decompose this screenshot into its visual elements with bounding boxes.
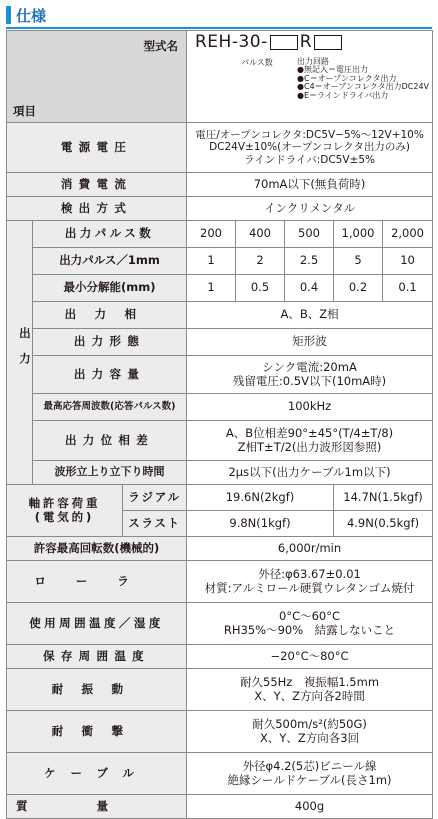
row-vibration [7,669,433,711]
label-per-mm: 出力パルス／1mm [33,248,187,275]
header-left [7,31,187,123]
row-storage [7,645,433,669]
row-pulses [7,221,433,248]
label-storage: 保存周囲温度 [7,645,187,669]
value-maxfreq: 100kHz [187,394,433,421]
value-rise: 2μs以下(出力ケーブル1m以下) [187,461,433,485]
row-current [7,173,433,197]
label-shaft [7,485,123,537]
resolution-cell: 0.1 [383,275,433,302]
pulses-cell: 1,000 [334,221,383,248]
label-capacity: 出力容量 [33,356,187,394]
label-rise: 波形立上り立下り時間 [33,461,187,485]
value-line: 耐久55Hz 複振幅1.5mm [240,675,380,690]
pulses-cell: 500 [285,221,334,248]
value-line: シンク電流:20mA [262,360,357,375]
label-waveform: 出力形態 [33,329,187,356]
heading-accent-bar [6,6,11,24]
item-label: 項目 [13,103,36,118]
section-title: 仕様 [16,6,47,25]
value-line: 電圧/オープンコレクタ:DC5V−5%〜12V+10% [195,129,424,142]
pulse-box [270,35,298,50]
output-note-line: ●C4＝オープンコレクタ出力DC24V [297,82,430,92]
value-maxrev: 6,000r/min [187,537,433,561]
row-power [7,123,433,173]
output-group-text: 出力 [17,327,32,378]
value-phasediff [187,421,433,461]
label-power: 電源電圧 [7,123,187,173]
row-rise [7,461,433,485]
value-roller [187,561,433,603]
row-mass [7,795,433,819]
per-mm-cell: 10 [383,248,433,275]
value-cable [187,753,433,795]
output-note [297,58,429,100]
value-radial-2: 14.7N(1.5kgf) [334,485,433,511]
value-line: X、Y、Z方向各2時間 [254,688,365,703]
pulses-cell: 2,000 [383,221,433,248]
label-resolution: 最小分解能(mm) [33,275,187,302]
row-detect [7,197,433,221]
value-line: DC24V±10%(オープンコレクタ出力のみ) [209,141,410,154]
row-per-mm [7,248,433,275]
label-shock: 耐衝撃 [7,711,187,753]
value-radial-1: 19.6N(2kgf) [187,485,334,511]
value-vibration [187,669,433,711]
label-thrust: スラスト [123,511,187,537]
label-detect: 検出方式 [7,197,187,221]
row-cable [7,753,433,795]
model-mid: R [299,32,313,52]
row-maxrev [7,537,433,561]
pulses-cell: 200 [187,221,236,248]
row-resolution [7,275,433,302]
heading-rule [6,27,432,29]
output-note-line: ●E＝ラインドライバ出力 [297,90,389,100]
row-waveform [7,329,433,356]
row-maxfreq [7,394,433,421]
output-group-label [7,221,33,485]
value-phase: A、B、Z相 [187,302,433,329]
label-maxrev: 許容最高回転数(機械的) [7,537,187,561]
row-phasediff [7,421,433,461]
value-line: X、Y、Z方向各3回 [259,730,360,745]
model-cell [187,31,433,123]
label-phase: 出力相 [33,302,187,329]
label-maxfreq: 最高応答周波数(応答パルス数) [33,394,187,421]
label-line: 軸許容荷重 [28,496,101,511]
per-mm-cell: 5 [334,248,383,275]
value-line: RH35%〜90% 結露しないこと [223,622,396,637]
label-line: (電気的) [34,509,95,524]
label-mass: 質量 [7,795,187,819]
value-line: 耐久500m/s²(約50G) [252,717,367,732]
value-line: 外径φ4.2(5芯)ビニール線 [242,759,377,774]
row-shock [7,711,433,753]
model-prefix: REH-30- [195,32,268,52]
label-radial: ラジアル [123,485,187,511]
value-waveform: 矩形波 [187,329,433,356]
value-line: 外径:φ63.67±0.01 [258,567,361,582]
output-note-line: ●C＝オープンコレクタ出力 [297,73,397,83]
value-line: ラインドライバ:DC5V±5% [244,153,375,166]
label-cable: ケーブル [7,753,187,795]
resolution-cell: 1 [187,275,236,302]
resolution-cell: 0.4 [285,275,334,302]
spec-table [6,30,433,819]
row-phase [7,302,433,329]
per-mm-cell: 1 [187,248,236,275]
label-current: 消費電流 [7,173,187,197]
model-code [195,33,344,53]
value-line: A、B位相差90°±45°(T/4±T/8) [225,426,394,441]
value-storage: −20°C〜80°C [187,645,433,669]
value-shock [187,711,433,753]
pulse-note: パルス数 [241,58,273,67]
value-line: 0°C〜60°C [279,609,341,624]
section-heading [6,4,46,26]
row-radial [7,485,433,511]
value-line: 絶縁シールドケーブル(長さ1m) [227,772,392,787]
value-line: 材質:アルミロール硬質ウレタンゴム焼付 [204,580,415,595]
value-line: Z相T±T/2(出力波形図参照) [237,439,382,454]
value-detect: インクリメンタル [187,197,433,221]
output-note-line: ●無記入＝電圧出力 [297,65,368,75]
row-ambient [7,603,433,645]
output-box [314,35,342,50]
label-vibration: 耐振動 [7,669,187,711]
value-current: 70mA以下(無負荷時) [187,173,433,197]
header-row [7,31,433,123]
value-thrust-1: 9.8N(1kgf) [187,511,334,537]
output-note-line: 出力回路 [297,57,329,66]
resolution-cell: 0.5 [236,275,285,302]
value-ambient [187,603,433,645]
per-mm-cell: 2.5 [285,248,334,275]
label-pulses: 出力パルス数 [33,221,187,248]
row-capacity [7,356,433,394]
per-mm-cell: 2 [236,248,285,275]
label-roller: ローラ [7,561,187,603]
label-ambient: 使用周囲温度／湿度 [7,603,187,645]
row-roller [7,561,433,603]
value-capacity [187,356,433,394]
value-mass: 400g [187,795,433,819]
resolution-cell: 0.2 [334,275,383,302]
label-phasediff: 出力位相差 [33,421,187,461]
value-line: 残留電圧:0.5V以下(10mA時) [232,373,387,388]
model-label: 型式名 [143,38,178,53]
value-thrust-2: 4.9N(0.5kgf) [334,511,433,537]
value-power [187,123,433,173]
pulses-cell: 400 [236,221,285,248]
